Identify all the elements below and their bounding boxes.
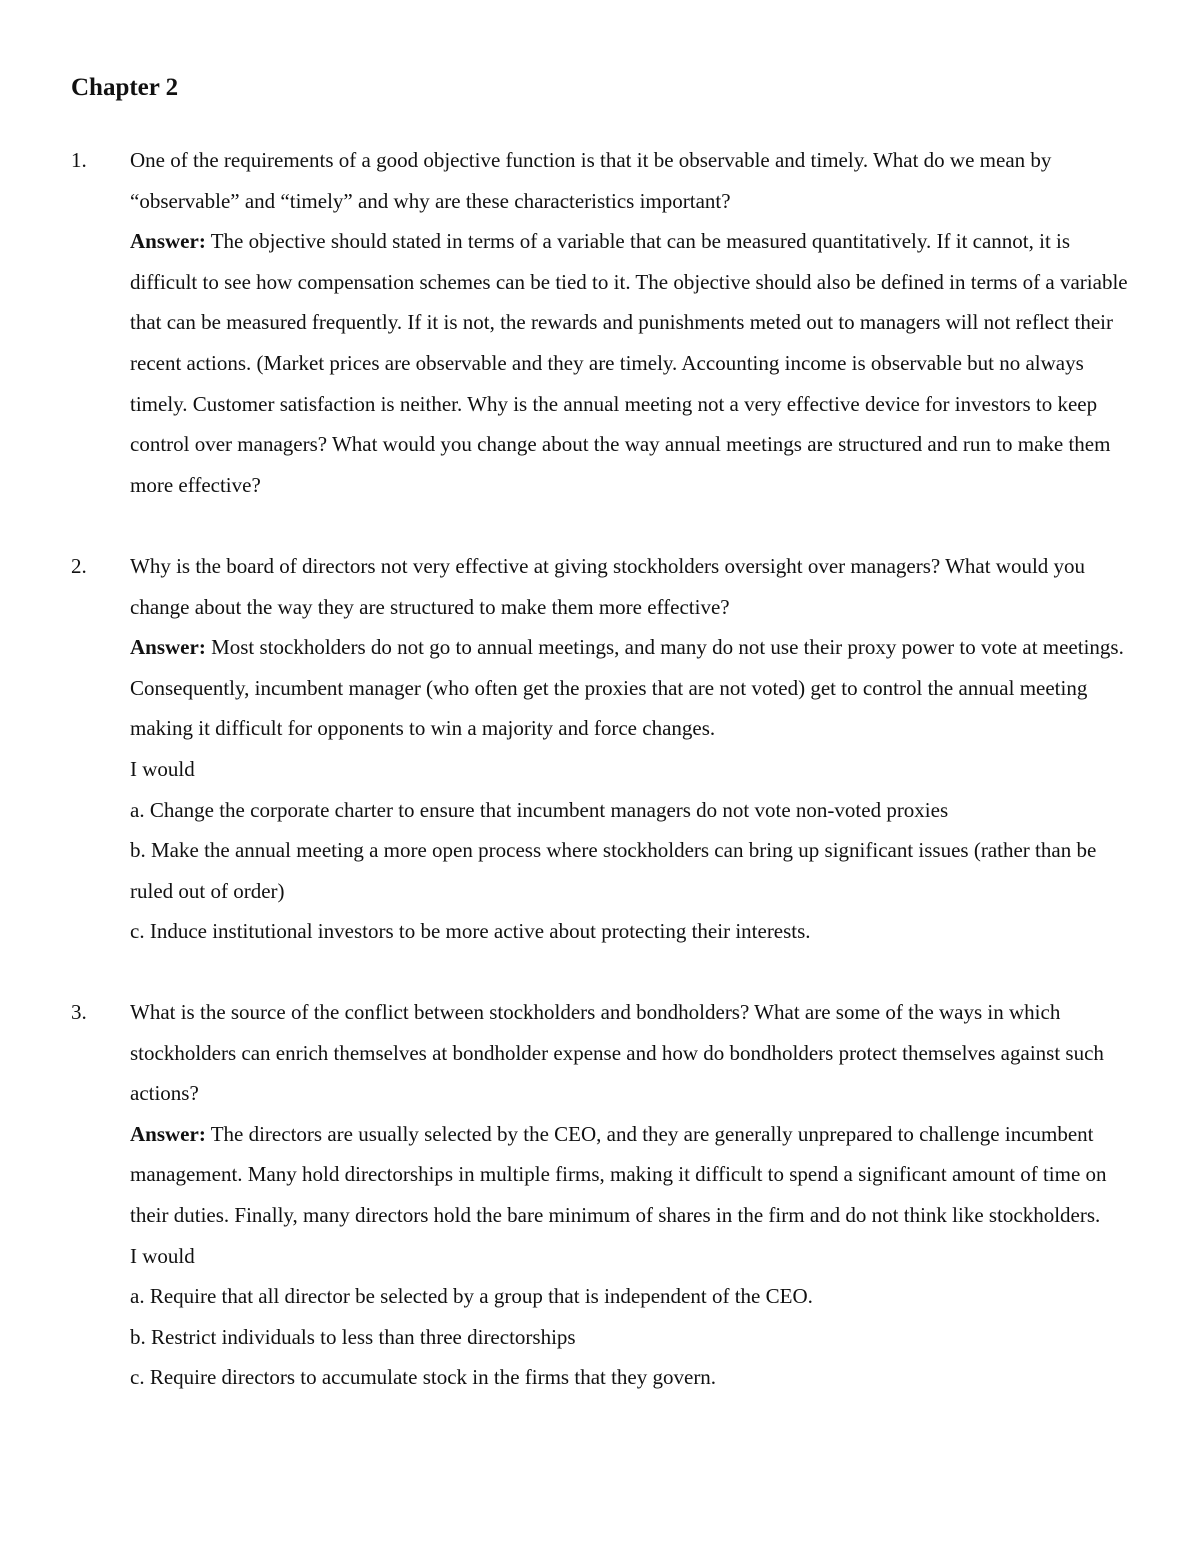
answer-paragraph bbox=[130, 221, 1131, 505]
list-item: b. Make the annual meeting a more open process where stockholders can bring up significant issues (rather than be ruled out of order) bbox=[130, 838, 1097, 903]
question-3 bbox=[71, 992, 1131, 1398]
list-item: a. Require that all director be selected by a group that is independent of the CEO. bbox=[130, 1284, 813, 1309]
question-number: 1. bbox=[71, 148, 87, 172]
answer-label: Answer: bbox=[130, 229, 206, 254]
question-number: 2. bbox=[71, 554, 87, 578]
answer-paragraph bbox=[130, 627, 1131, 749]
list-item: c. Induce institutional investors to be more active about protecting their interests. bbox=[130, 919, 811, 944]
question-text: What is the source of the conflict between stockholders and bondholders? What are some of the ways in which stockholders can enrich themselves at bondholder expense and how do bondholders protect themselves against such actions? bbox=[130, 1000, 1104, 1106]
chapter-title: Chapter 2 bbox=[71, 74, 179, 101]
list-item: b. Restrict individuals to less than three directorships bbox=[130, 1324, 576, 1349]
question-text: Why is the board of directors not very effective at giving stockholders oversight over managers? What would you change about the way they are structured to make them more effective? bbox=[130, 554, 1086, 619]
answer-text: The objective should stated in terms of a variable that can be measured quantitatively. If it cannot, it is difficult to see how compensation schemes can be tied to it. The objective should also be defined in terms of a variable that can be measured frequently. If it is not, the rewards and punishments meted out to managers will not reflect their recent actions. (Market prices are observable and they are timely. Accounting income is observable but no always timely. Customer satisfaction is neither. Why is the annual meeting not a very effective device for investors to keep control over managers? What would you change about the way annual meetings are structured and run to make them more effective? bbox=[130, 229, 1128, 497]
answer-text: The directors are usually selected by the CEO, and they are generally unprepared to challenge incumbent management. Many hold directorships in multiple firms, making it difficult to spend a significant amount of time on their duties. Finally, many directors hold the bare minimum of shares in the firm and do not think like stockholders. bbox=[130, 1121, 1107, 1227]
answer-intro: I would bbox=[130, 756, 195, 781]
question-number: 3. bbox=[71, 1000, 87, 1024]
question-body bbox=[130, 140, 1131, 505]
list-item: c. Require directors to accumulate stock in the firms that they govern. bbox=[130, 1365, 717, 1390]
question-body bbox=[130, 992, 1131, 1398]
answer-text: Most stockholders do not go to annual meetings, and many do not use their proxy power to vote at meetings. Consequently, incumbent manager (who often get the proxies that are not voted) get to control the annual meeting making it difficult for opponents to win a majority and force changes. bbox=[130, 635, 1124, 741]
question-2 bbox=[71, 546, 1131, 952]
list-item: a. Change the corporate charter to ensure that incumbent managers do not vote non-voted proxies bbox=[130, 797, 949, 822]
answer-intro: I would bbox=[130, 1243, 195, 1268]
answer-label: Answer: bbox=[130, 1121, 206, 1146]
answer-label: Answer: bbox=[130, 635, 206, 660]
question-1 bbox=[71, 140, 1131, 505]
question-text: One of the requirements of a good objective function is that it be observable and timely. What do we mean by “observable” and “timely” and why are these characteristics important? bbox=[130, 148, 1052, 213]
question-body bbox=[130, 546, 1131, 952]
answer-paragraph bbox=[130, 1114, 1131, 1236]
